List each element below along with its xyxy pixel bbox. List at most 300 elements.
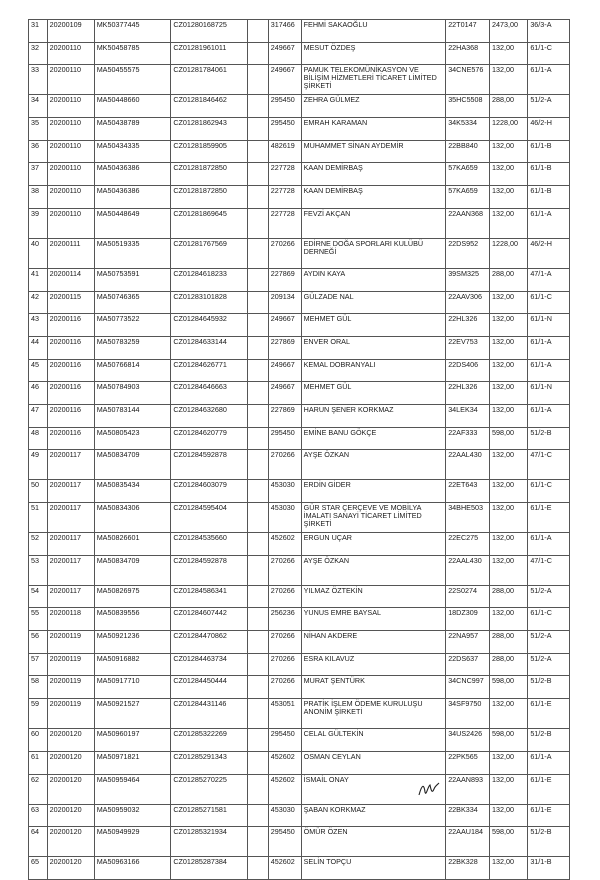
plate-no-cell: 57KA659 (446, 163, 490, 186)
date-cell: 20200110 (47, 140, 94, 163)
table-row (29, 208, 570, 238)
office-code-cell: 270266 (268, 555, 301, 585)
blank-cell-cell (248, 291, 269, 314)
table-row (29, 65, 570, 95)
record-code-cell: CZ01284607442 (171, 608, 248, 631)
amount-cell: 132,00 (489, 608, 527, 631)
blank-cell-cell (248, 42, 269, 65)
date-cell: 20200117 (47, 450, 94, 480)
office-code-cell: 482619 (268, 140, 301, 163)
party-name-cell: EMİNE BANU GÖKÇE (301, 427, 446, 450)
reference-no-cell: MA50959032 (94, 804, 171, 827)
party-name-cell: ESRA KILAVUZ (301, 653, 446, 676)
amount-cell: 132,00 (489, 751, 527, 774)
party-name-cell: ERDİN GİDER (301, 480, 446, 503)
reference-no-cell: MA50519335 (94, 238, 171, 268)
plate-no-cell: 34CNC997 (446, 676, 490, 699)
row-number-cell: 32 (29, 42, 48, 65)
plate-no-cell: 22AAV306 (446, 291, 490, 314)
reference-no-cell: MA50455575 (94, 65, 171, 95)
article-code-cell: 61/1-B (528, 140, 570, 163)
record-code-cell: CZ01284450444 (171, 676, 248, 699)
row-number-cell: 48 (29, 427, 48, 450)
table-row (29, 118, 570, 141)
office-code-cell: 295450 (268, 118, 301, 141)
blank-cell-cell (248, 118, 269, 141)
date-cell: 20200119 (47, 631, 94, 654)
row-number-cell: 36 (29, 140, 48, 163)
table-row (29, 480, 570, 503)
blank-cell-cell (248, 676, 269, 699)
office-code-cell: 227728 (268, 208, 301, 238)
article-code-cell: 46/2-H (528, 118, 570, 141)
party-name-cell: KAAN DEMİRBAŞ (301, 186, 446, 209)
amount-cell: 132,00 (489, 450, 527, 480)
date-cell: 20200120 (47, 751, 94, 774)
article-code-cell: 61/1-E (528, 503, 570, 533)
row-number-cell: 65 (29, 857, 48, 880)
date-cell: 20200117 (47, 585, 94, 608)
records-table (28, 19, 570, 880)
table-row (29, 676, 570, 699)
office-code-cell: 249667 (268, 314, 301, 337)
table-row (29, 314, 570, 337)
reference-no-cell: MA50753591 (94, 268, 171, 291)
blank-cell-cell (248, 186, 269, 209)
reference-no-cell: MA50917710 (94, 676, 171, 699)
row-number-cell: 57 (29, 653, 48, 676)
plate-no-cell: 22AAN893 (446, 774, 490, 804)
table-row (29, 404, 570, 427)
row-number-cell: 45 (29, 359, 48, 382)
article-code-cell: 51/2-B (528, 827, 570, 857)
amount-cell: 132,00 (489, 42, 527, 65)
plate-no-cell: 22ET643 (446, 480, 490, 503)
office-code-cell: 227869 (268, 268, 301, 291)
party-name-cell: HARUN ŞENER KORKMAZ (301, 404, 446, 427)
blank-cell-cell (248, 238, 269, 268)
amount-cell: 132,00 (489, 503, 527, 533)
plate-no-cell: 57KA659 (446, 186, 490, 209)
party-name-cell: MEHMET GÜL (301, 382, 446, 405)
record-code-cell: CZ01284431146 (171, 699, 248, 729)
article-code-cell: 61/1-A (528, 336, 570, 359)
article-code-cell: 61/1-E (528, 804, 570, 827)
party-name-cell: MURAT ŞENTÜRK (301, 676, 446, 699)
reference-no-cell: MA50448660 (94, 95, 171, 118)
row-number-cell: 39 (29, 208, 48, 238)
row-number-cell: 49 (29, 450, 48, 480)
date-cell: 20200110 (47, 208, 94, 238)
amount-cell: 132,00 (489, 404, 527, 427)
reference-no-cell: MA50959464 (94, 774, 171, 804)
office-code-cell: 452602 (268, 533, 301, 556)
record-code-cell: CZ01281862943 (171, 118, 248, 141)
amount-cell: 288,00 (489, 268, 527, 291)
record-code-cell: CZ01284618233 (171, 268, 248, 291)
table-row (29, 238, 570, 268)
blank-cell-cell (248, 382, 269, 405)
article-code-cell: 47/1-C (528, 450, 570, 480)
blank-cell-cell (248, 555, 269, 585)
plate-no-cell: 22HL326 (446, 382, 490, 405)
office-code-cell: 270266 (268, 450, 301, 480)
record-code-cell: CZ01285321934 (171, 827, 248, 857)
article-code-cell: 51/2-B (528, 427, 570, 450)
record-code-cell: CZ01284632680 (171, 404, 248, 427)
office-code-cell: 270266 (268, 653, 301, 676)
row-number-cell: 63 (29, 804, 48, 827)
date-cell: 20200117 (47, 555, 94, 585)
reference-no-cell: MA50916882 (94, 653, 171, 676)
plate-no-cell: 22DS637 (446, 653, 490, 676)
plate-no-cell: 22AAL430 (446, 555, 490, 585)
table-row (29, 42, 570, 65)
reference-no-cell: MA50438789 (94, 118, 171, 141)
office-code-cell: 295450 (268, 95, 301, 118)
table-row (29, 653, 570, 676)
row-number-cell: 56 (29, 631, 48, 654)
blank-cell-cell (248, 503, 269, 533)
row-number-cell: 34 (29, 95, 48, 118)
plate-no-cell: 22DS952 (446, 238, 490, 268)
office-code-cell: 227869 (268, 336, 301, 359)
article-code-cell: 51/2-B (528, 676, 570, 699)
article-code-cell: 51/2-A (528, 653, 570, 676)
table-row (29, 163, 570, 186)
article-code-cell: 36/3-A (528, 20, 570, 43)
article-code-cell: 61/1-A (528, 65, 570, 95)
party-name-cell: İSMAİL ONAY (301, 774, 446, 804)
blank-cell-cell (248, 450, 269, 480)
blank-cell-cell (248, 533, 269, 556)
party-name-cell: FEHMİ SAKAOĞLU (301, 20, 446, 43)
office-code-cell: 295450 (268, 729, 301, 752)
amount-cell: 288,00 (489, 585, 527, 608)
article-code-cell: 46/2-H (528, 238, 570, 268)
date-cell: 20200109 (47, 20, 94, 43)
row-number-cell: 50 (29, 480, 48, 503)
table-row (29, 503, 570, 533)
record-code-cell: CZ01284626771 (171, 359, 248, 382)
record-code-cell: CZ01284586341 (171, 585, 248, 608)
row-number-cell: 46 (29, 382, 48, 405)
row-number-cell: 64 (29, 827, 48, 857)
blank-cell-cell (248, 585, 269, 608)
amount-cell: 598,00 (489, 729, 527, 752)
reference-no-cell: MK50458785 (94, 42, 171, 65)
plate-no-cell: 34US2426 (446, 729, 490, 752)
party-name-cell: ŞABAN KORKMAZ (301, 804, 446, 827)
row-number-cell: 51 (29, 503, 48, 533)
office-code-cell: 317466 (268, 20, 301, 43)
blank-cell-cell (248, 480, 269, 503)
reference-no-cell: MA50434335 (94, 140, 171, 163)
table-row (29, 631, 570, 654)
table-row (29, 804, 570, 827)
reference-no-cell: MA50834709 (94, 450, 171, 480)
blank-cell-cell (248, 729, 269, 752)
date-cell: 20200110 (47, 95, 94, 118)
record-code-cell: CZ01284645932 (171, 314, 248, 337)
row-number-cell: 58 (29, 676, 48, 699)
blank-cell-cell (248, 314, 269, 337)
record-code-cell: CZ01281961011 (171, 42, 248, 65)
article-code-cell: 61/1-E (528, 774, 570, 804)
article-code-cell: 51/2-A (528, 631, 570, 654)
date-cell: 20200110 (47, 42, 94, 65)
party-name-cell: FEVZİ AKÇAN (301, 208, 446, 238)
record-code-cell: CZ01280168725 (171, 20, 248, 43)
record-code-cell: CZ01284592878 (171, 450, 248, 480)
record-code-cell: CZ01285322269 (171, 729, 248, 752)
article-code-cell: 61/1-C (528, 608, 570, 631)
amount-cell: 132,00 (489, 533, 527, 556)
date-cell: 20200110 (47, 186, 94, 209)
date-cell: 20200120 (47, 774, 94, 804)
article-code-cell: 61/1-A (528, 404, 570, 427)
table-row (29, 268, 570, 291)
blank-cell-cell (248, 20, 269, 43)
party-name-cell: YUNUS EMRE BAYSAL (301, 608, 446, 631)
row-number-cell: 35 (29, 118, 48, 141)
plate-no-cell: 22T0147 (446, 20, 490, 43)
office-code-cell: 270266 (268, 631, 301, 654)
blank-cell-cell (248, 268, 269, 291)
plate-no-cell: 22PK565 (446, 751, 490, 774)
reference-no-cell: MA50826975 (94, 585, 171, 608)
record-code-cell: CZ01283101828 (171, 291, 248, 314)
amount-cell: 132,00 (489, 382, 527, 405)
amount-cell: 288,00 (489, 631, 527, 654)
table-row (29, 729, 570, 752)
record-code-cell: CZ01284535660 (171, 533, 248, 556)
office-code-cell: 209134 (268, 291, 301, 314)
record-code-cell: CZ01285271581 (171, 804, 248, 827)
amount-cell: 1228,00 (489, 238, 527, 268)
article-code-cell: 61/1-A (528, 533, 570, 556)
plate-no-cell: 22DS406 (446, 359, 490, 382)
reference-no-cell: MA50746365 (94, 291, 171, 314)
office-code-cell: 249667 (268, 42, 301, 65)
row-number-cell: 62 (29, 774, 48, 804)
blank-cell-cell (248, 404, 269, 427)
office-code-cell: 295450 (268, 427, 301, 450)
date-cell: 20200111 (47, 238, 94, 268)
date-cell: 20200117 (47, 480, 94, 503)
amount-cell: 132,00 (489, 359, 527, 382)
reference-no-cell: MA50839556 (94, 608, 171, 631)
record-code-cell: CZ01284603079 (171, 480, 248, 503)
record-code-cell: CZ01281859905 (171, 140, 248, 163)
plate-no-cell: 22AAL430 (446, 450, 490, 480)
blank-cell-cell (248, 208, 269, 238)
reference-no-cell: MA50783144 (94, 404, 171, 427)
reference-no-cell: MA50971821 (94, 751, 171, 774)
amount-cell: 132,00 (489, 774, 527, 804)
date-cell: 20200119 (47, 676, 94, 699)
amount-cell: 1228,00 (489, 118, 527, 141)
row-number-cell: 33 (29, 65, 48, 95)
office-code-cell: 453030 (268, 480, 301, 503)
date-cell: 20200120 (47, 729, 94, 752)
row-number-cell: 42 (29, 291, 48, 314)
reference-no-cell: MA50436386 (94, 163, 171, 186)
record-code-cell: CZ01281872850 (171, 163, 248, 186)
date-cell: 20200120 (47, 827, 94, 857)
office-code-cell: 270266 (268, 676, 301, 699)
plate-no-cell: 18DZ309 (446, 608, 490, 631)
date-cell: 20200119 (47, 699, 94, 729)
office-code-cell: 249667 (268, 382, 301, 405)
blank-cell-cell (248, 751, 269, 774)
plate-no-cell: 34SF9750 (446, 699, 490, 729)
amount-cell: 288,00 (489, 653, 527, 676)
plate-no-cell: 34LEK34 (446, 404, 490, 427)
plate-no-cell: 35HC5508 (446, 95, 490, 118)
table-row (29, 555, 570, 585)
party-name-cell: PRATİK İŞLEM ÖDEME KURULUŞU ANONİM ŞİRKETİ (301, 699, 446, 729)
reference-no-cell: MA50834709 (94, 555, 171, 585)
plate-no-cell: 22BK328 (446, 857, 490, 880)
party-name-cell: PAMUK TELEKOMÜNİKASYON VE BİLİŞİM HİZMETLERİ TİCARET LİMİTED ŞİRKETİ (301, 65, 446, 95)
row-number-cell: 52 (29, 533, 48, 556)
reference-no-cell: MA50436386 (94, 186, 171, 209)
party-name-cell: SELİN TOPÇU (301, 857, 446, 880)
office-code-cell: 227869 (268, 404, 301, 427)
party-name-cell: AYDIN KAYA (301, 268, 446, 291)
office-code-cell: 453051 (268, 699, 301, 729)
plate-no-cell: 22S0274 (446, 585, 490, 608)
table-row (29, 857, 570, 880)
blank-cell-cell (248, 804, 269, 827)
reference-no-cell: MK50377445 (94, 20, 171, 43)
date-cell: 20200120 (47, 857, 94, 880)
date-cell: 20200110 (47, 163, 94, 186)
date-cell: 20200116 (47, 314, 94, 337)
party-name-cell: ZEHRA GÜLMEZ (301, 95, 446, 118)
article-code-cell: 61/1-N (528, 382, 570, 405)
date-cell: 20200116 (47, 336, 94, 359)
party-name-cell: ERGUN UÇAR (301, 533, 446, 556)
amount-cell: 132,00 (489, 699, 527, 729)
plate-no-cell: 34K5334 (446, 118, 490, 141)
plate-no-cell: 39SM325 (446, 268, 490, 291)
plate-no-cell: 34CNE576 (446, 65, 490, 95)
record-code-cell: CZ01284592878 (171, 555, 248, 585)
reference-no-cell: MA50784903 (94, 382, 171, 405)
table-row (29, 827, 570, 857)
office-code-cell: 227728 (268, 186, 301, 209)
row-number-cell: 60 (29, 729, 48, 752)
plate-no-cell: 22NA957 (446, 631, 490, 654)
record-code-cell: CZ01281767569 (171, 238, 248, 268)
party-name-cell: ÖMÜR ÖZEN (301, 827, 446, 857)
date-cell: 20200116 (47, 404, 94, 427)
reference-no-cell: MA50963166 (94, 857, 171, 880)
party-name-cell: YILMAZ ÖZTEKİN (301, 585, 446, 608)
blank-cell-cell (248, 65, 269, 95)
reference-no-cell: MA50921527 (94, 699, 171, 729)
party-name-cell: CELAL GÜLTEKİN (301, 729, 446, 752)
blank-cell-cell (248, 653, 269, 676)
party-name-cell: GÜR STAR ÇERÇEVE VE MOBİLYA İMALATI SANAYİ TİCARET LİMİTED ŞİRKETİ (301, 503, 446, 533)
date-cell: 20200115 (47, 291, 94, 314)
blank-cell-cell (248, 336, 269, 359)
party-name-cell: ENVER ORAL (301, 336, 446, 359)
row-number-cell: 53 (29, 555, 48, 585)
date-cell: 20200116 (47, 382, 94, 405)
amount-cell: 598,00 (489, 676, 527, 699)
article-code-cell: 61/1-C (528, 480, 570, 503)
office-code-cell: 249667 (268, 359, 301, 382)
article-code-cell: 61/1-B (528, 163, 570, 186)
row-number-cell: 31 (29, 20, 48, 43)
row-number-cell: 38 (29, 186, 48, 209)
record-code-cell: CZ01284463734 (171, 653, 248, 676)
plate-no-cell: 34BHE503 (446, 503, 490, 533)
party-name-cell: MESUT ÖZDEŞ (301, 42, 446, 65)
party-name-cell: MUHAMMET SİNAN AYDEMİR (301, 140, 446, 163)
records-body (29, 20, 570, 880)
article-code-cell: 61/1-B (528, 186, 570, 209)
blank-cell-cell (248, 631, 269, 654)
office-code-cell: 249667 (268, 65, 301, 95)
plate-no-cell: 22AAN368 (446, 208, 490, 238)
record-code-cell: CZ01284633144 (171, 336, 248, 359)
party-name-cell: OSMAN CEYLAN (301, 751, 446, 774)
article-code-cell: 61/1-A (528, 208, 570, 238)
blank-cell-cell (248, 608, 269, 631)
reference-no-cell: MA50783259 (94, 336, 171, 359)
date-cell: 20200117 (47, 533, 94, 556)
office-code-cell: 227728 (268, 163, 301, 186)
table-row (29, 20, 570, 43)
blank-cell-cell (248, 95, 269, 118)
table-row (29, 95, 570, 118)
row-number-cell: 43 (29, 314, 48, 337)
date-cell: 20200117 (47, 503, 94, 533)
blank-cell-cell (248, 359, 269, 382)
record-code-cell: CZ01284620779 (171, 427, 248, 450)
row-number-cell: 41 (29, 268, 48, 291)
table-row (29, 450, 570, 480)
blank-cell-cell (248, 857, 269, 880)
plate-no-cell: 22HA368 (446, 42, 490, 65)
office-code-cell: 453030 (268, 804, 301, 827)
article-code-cell: 61/1-A (528, 751, 570, 774)
date-cell: 20200114 (47, 268, 94, 291)
row-number-cell: 40 (29, 238, 48, 268)
date-cell: 20200118 (47, 608, 94, 631)
record-code-cell: CZ01284595404 (171, 503, 248, 533)
table-row (29, 533, 570, 556)
party-name-cell: MEHMET GÜL (301, 314, 446, 337)
party-name-cell: EDİRNE DOĞA SPORLARI KULÜBÜ DERNEĞİ (301, 238, 446, 268)
reference-no-cell: MA50805423 (94, 427, 171, 450)
plate-no-cell: 22HL326 (446, 314, 490, 337)
article-code-cell: 61/1-N (528, 314, 570, 337)
party-name-cell: KAAN DEMİRBAŞ (301, 163, 446, 186)
amount-cell: 132,00 (489, 140, 527, 163)
reference-no-cell: MA50773522 (94, 314, 171, 337)
table-row (29, 427, 570, 450)
row-number-cell: 47 (29, 404, 48, 427)
row-number-cell: 54 (29, 585, 48, 608)
table-row (29, 699, 570, 729)
office-code-cell: 452602 (268, 857, 301, 880)
plate-no-cell: 22EC275 (446, 533, 490, 556)
